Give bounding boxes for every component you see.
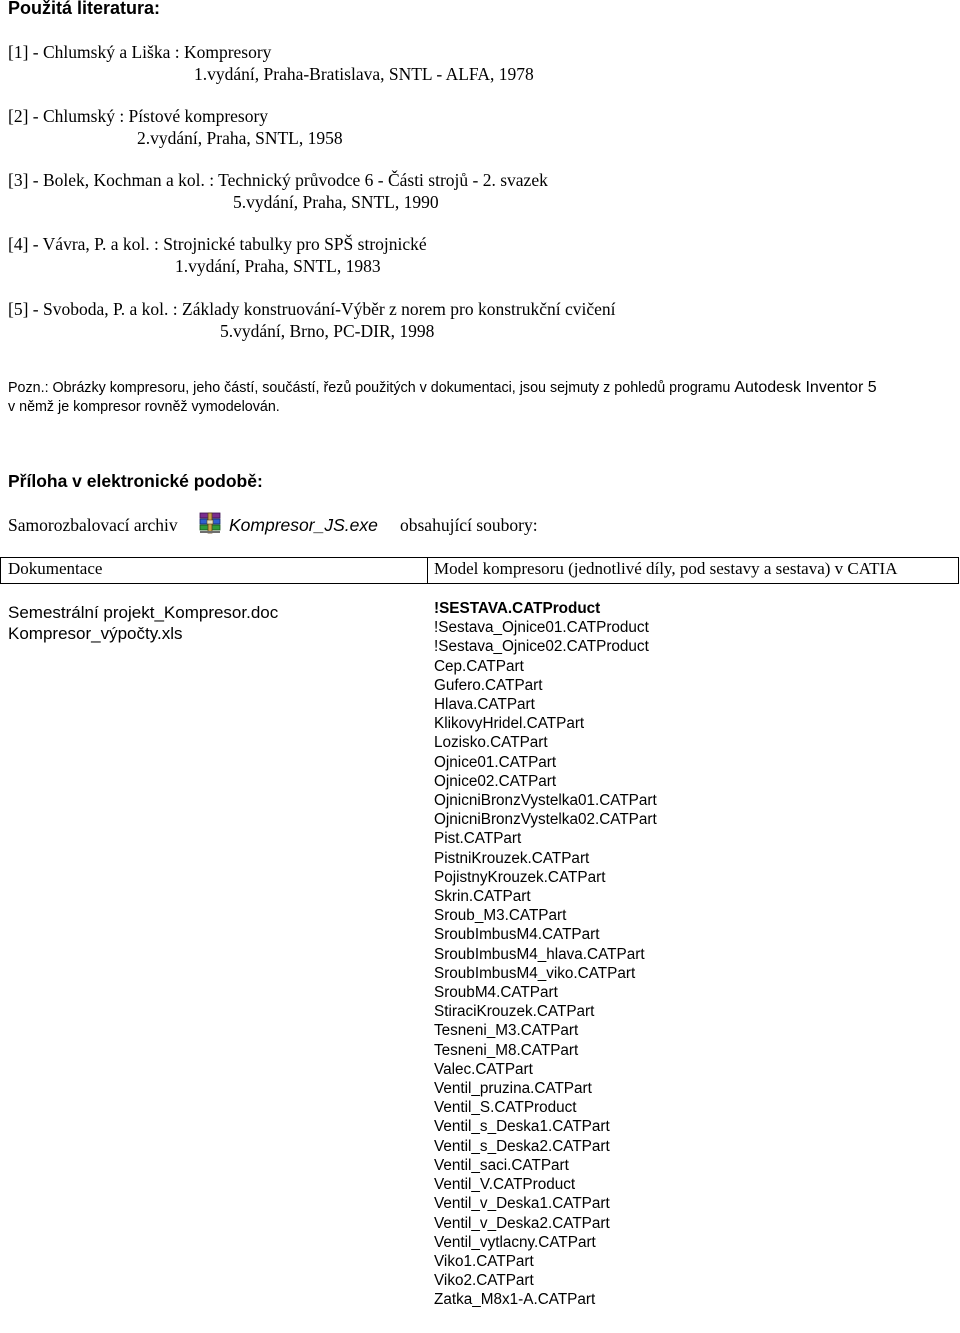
- note-line2: v němž je kompresor rovněž vymodelován.: [8, 399, 280, 415]
- reference-line1: [4] - Vávra, P. a kol. : Strojnické tabulky pro SPŠ strojnické: [8, 234, 427, 254]
- reference-line2: 1.vydání, Praha, SNTL, 1983: [175, 256, 381, 276]
- list-item[interactable]: Kompresor_výpočty.xls: [8, 624, 183, 643]
- list-item[interactable]: Sroub_M3.CATPart: [434, 907, 567, 925]
- list-item[interactable]: Zatka_M8x1-A.CATPart: [434, 1291, 596, 1309]
- list-item[interactable]: SroubImbusM4_viko.CATPart: [434, 964, 636, 982]
- list-item[interactable]: Viko1.CATPart: [434, 1252, 534, 1270]
- note: [8, 378, 877, 417]
- reference-line1: [3] - Bolek, Kochman a kol. : Technický průvodce 6 - Části strojů - 2. svazek: [8, 170, 548, 190]
- reference-2: [8, 105, 343, 149]
- list-item[interactable]: !SESTAVA.CATProduct: [434, 600, 601, 617]
- column-header-documentation: Dokumentace: [8, 559, 103, 578]
- list-item[interactable]: Ventil_vytlacny.CATPart: [434, 1233, 596, 1251]
- list-item[interactable]: Viko2.CATPart: [434, 1272, 534, 1290]
- list-item[interactable]: OjnicniBronzVystelka02.CATPart: [434, 811, 657, 829]
- archive-suffix: obsahující soubory:: [400, 515, 538, 535]
- list-item[interactable]: !Sestava_Ojnice02.CATProduct: [434, 638, 649, 656]
- list-item[interactable]: Gufero.CATPart: [434, 676, 543, 694]
- note-program: Autodesk Inventor 5: [734, 379, 877, 396]
- reference-5: [8, 298, 616, 342]
- catia-files-list: [434, 599, 657, 1310]
- page-title: Použitá literatura:: [8, 0, 161, 18]
- reference-4: [8, 233, 427, 277]
- list-item[interactable]: Ventil_v_Deska2.CATPart: [434, 1214, 610, 1232]
- list-item[interactable]: Tesneni_M8.CATPart: [434, 1041, 579, 1059]
- reference-line1: [5] - Svoboda, P. a kol. : Základy konstruování-Výběr z norem pro konstrukční cvičení: [8, 299, 616, 319]
- list-item[interactable]: SroubImbusM4_hlava.CATPart: [434, 945, 645, 963]
- reference-line1: [2] - Chlumský : Pístové kompresory: [8, 106, 269, 126]
- list-item[interactable]: SroubM4.CATPart: [434, 984, 558, 1002]
- list-item[interactable]: OjnicniBronzVystelka01.CATPart: [434, 792, 657, 810]
- list-item[interactable]: !Sestava_Ojnice01.CATProduct: [434, 619, 649, 637]
- list-item[interactable]: Semestrální projekt_Kompresor.doc: [8, 603, 279, 622]
- reference-line2: 5.vydání, Praha, SNTL, 1990: [233, 192, 439, 212]
- reference-line2: 1.vydání, Praha-Bratislava, SNTL - ALFA, 1978: [194, 64, 534, 84]
- attachment-heading: Příloha v elektronické podobě:: [8, 471, 263, 491]
- list-item[interactable]: Ventil_saci.CATPart: [434, 1156, 569, 1174]
- list-item[interactable]: Valec.CATPart: [434, 1060, 533, 1078]
- column-header-model: Model kompresoru (jednotlivé díly, pod sestavy a sestava) v CATIA: [434, 559, 898, 578]
- list-item[interactable]: Ventil_s_Deska1.CATPart: [434, 1118, 610, 1136]
- reference-3: [8, 169, 548, 213]
- reference-line2: 5.vydání, Brno, PC-DIR, 1998: [220, 321, 435, 341]
- list-item[interactable]: Skrin.CATPart: [434, 888, 531, 906]
- archive-label: Samorozbalovací archiv: [8, 515, 178, 535]
- reference-1: [8, 41, 534, 85]
- list-item[interactable]: PojistnyKrouzek.CATPart: [434, 868, 606, 886]
- note-text: : Obrázky kompresoru, jeho částí, součástí, řezů použitých v dokumentaci, jsou sejmuty z pohledů programu: [44, 380, 735, 396]
- list-item[interactable]: Cep.CATPart: [434, 657, 524, 675]
- column-divider: [427, 558, 428, 583]
- list-item[interactable]: Lozisko.CATPart: [434, 734, 548, 752]
- list-item[interactable]: PistniKrouzek.CATPart: [434, 849, 590, 867]
- list-item[interactable]: Ventil_pruzina.CATPart: [434, 1080, 592, 1098]
- archive-filename[interactable]: Kompresor_JS.exe: [229, 515, 378, 535]
- list-item[interactable]: Ojnice01.CATPart: [434, 753, 557, 771]
- list-item[interactable]: KlikovyHridel.CATPart: [434, 715, 585, 733]
- note-prefix: Pozn.: [8, 380, 45, 396]
- list-item[interactable]: StiraciKrouzek.CATPart: [434, 1003, 595, 1021]
- list-item[interactable]: Ventil_S.CATProduct: [434, 1099, 577, 1117]
- list-item[interactable]: Ventil_v_Deska1.CATPart: [434, 1195, 610, 1213]
- list-item[interactable]: Pist.CATPart: [434, 830, 522, 848]
- winrar-archive-icon: [199, 512, 221, 534]
- list-item[interactable]: Ojnice02.CATPart: [434, 772, 557, 790]
- list-item[interactable]: Ventil_V.CATProduct: [434, 1176, 576, 1194]
- reference-line2: 2.vydání, Praha, SNTL, 1958: [137, 128, 343, 148]
- reference-line1: [1] - Chlumský a Liška : Kompresory: [8, 42, 272, 62]
- list-item[interactable]: Ventil_s_Deska2.CATPart: [434, 1137, 610, 1155]
- documents-list: [8, 602, 278, 644]
- list-item[interactable]: Hlava.CATPart: [434, 696, 535, 714]
- list-item[interactable]: Tesneni_M3.CATPart: [434, 1022, 579, 1040]
- list-item[interactable]: SroubImbusM4.CATPart: [434, 926, 600, 944]
